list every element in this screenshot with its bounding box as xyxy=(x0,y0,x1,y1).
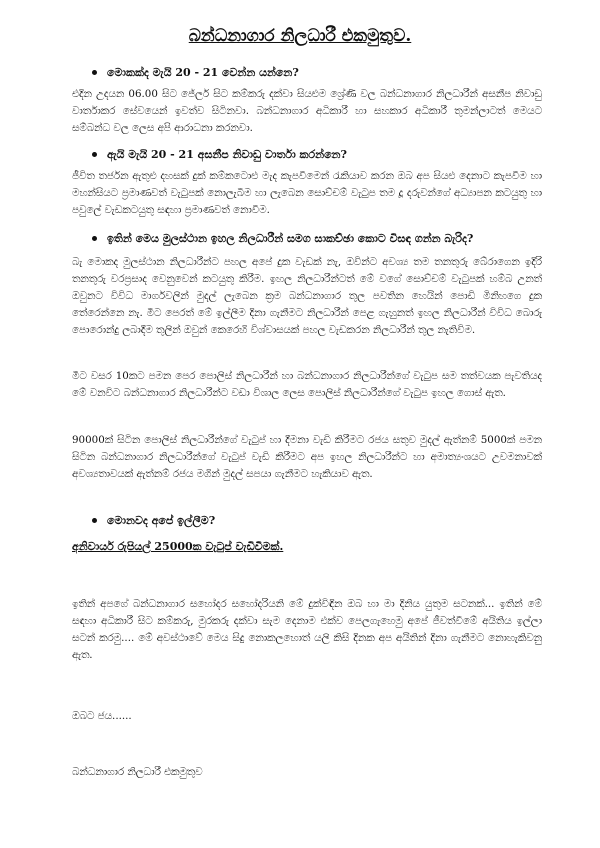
section-heading-3: ඉතින් මෙය මුලස්ථාන ඉහල නිලධාරීන් සමග සාකච්ඡා කොට විසඳ ගන්න බැරිද? xyxy=(92,232,473,246)
section-heading-1: මොකක්ද මැයි 20 - 21 වෙන්න යන්නෙ? xyxy=(92,66,299,80)
paragraph-salary-comparison: මීට වසර 10කට පමන පෙර පොලිස් නිලධාරීන් හා බන්ධනාගාර නිලධාරීන්ගේ වැටුප සම තත්වයක පැවතියද මේ වනවිට බන්ධනාගාර නිලධාරීන්ට වඩා විශාල ලෙස පොලිස් නිලධාරීන්ගේ වැටුප ඉහල ගොස් ඇත. xyxy=(72,370,542,399)
bullet-dot-icon xyxy=(92,518,97,523)
salute-text: ඔබට ජය...... xyxy=(72,710,132,722)
bullet-dot-icon xyxy=(92,236,97,241)
section-body-1: එදින උදයන 06.00 සිට ජේලර් සිට කම්කරු දක්වා සියළුම ශ්‍රේණි වල බන්ධනාගාර නිලධාරීන් අසනීප නිවාඩු වාර්තාකර සේවයෙන් ඉවත්ව සිටිනවා. බන්ධනාගාර අධිකාරී හා සහකාර අධිකාරී තුමන්ලාටත් මෙයට සම්බන්ධ වල ලෙස අපි ආරාධනා කරනවා. xyxy=(72,88,542,134)
section-heading-4: මොනවද අපේ ඉල්ලීම? xyxy=(92,514,215,528)
closing-paragraph: ඉතින් අපගේ බන්ධනාගාර සහෝදර සහෝදරියනි මේ දුක්විඳින ඔබ හා මා දිනිය යුතුම සටනක්... ඉතින් මේ සඳහා අධිකාරී සිට කම්කරු, මුරකරු දක්වා සැම දෙනාම එක්ව පෙලගැහෙමු අපේ ජීවත්වීමේ අයිතිය ඉල්ලා සටන් කරමු.... මේ අවස්ථාවේ මෙය සිදු නොකලහොත් යලි කිසි දිනක අප අයිතින් දිනා ගැනීමට නොහැකිවනු ඇත. xyxy=(72,598,542,661)
paragraph-funding: 90000ක් සිටින පොලිස් නිලධාරීන්ගේ වැටුප් හා දීමනා වැඩි කිරීමට රජය සතුව මුදල් ඇත්නම් 5000ක් පමන සිටින බන්ධනාගාර නිලධාරීන්ගේ වැටුප් වැඩි කිරීමට අප ඉහල නිලධාරීන්ට හා අමාත්‍යංශයට උවමනාවක් අවශ්‍යතාවයක් ඇත්නම් රජය මගින් මුදල් සපයා ගැනීමට හැකියාව ඇත. xyxy=(72,434,542,480)
section-body-2: ජීවිත තර්ජන ඇතුළු දහසක් දුක් කම්කටොළු මැද කැපවීමෙන් රැකියාව කරන ඔබ අප සියළු දෙනාට කැපවීම හා මහන්සියට ප්‍රමාණවත් වැටුපක් නොලැබීම හා ලැබෙන සොච්චම් වැටුප තම දූ දරුවන්ගේ අධ්‍යාපන කටයුතු හා පවුලේ වැඩකටයුතු සඳහා ප්‍රමාණවත් නොවීම. xyxy=(72,170,542,216)
section-body-3: බැ මොකද මුලස්ථාන නිලධාරීන්ට පහල අපේ දුක වැඩක් නැ, ඔවින්ට අවශ්‍ය තම තනතුරු බේරාගෙන ඉදිරි තනතුරු වරප්‍රසාද වෙනුවෙන් කටයුතු කිරීම. ඉහල නිලධාරීන්ටත් මේ වගේ සොච්චම් වැටුපක් හම්බ උනත් ඔවුනට විවිධ මාර්ගවලින් මුදල් ලැබෙන ක්‍රම බන්ධනාගාර තුල පවතින හෙයින් පොඩි මිනිහගෙ දුක තේරෙන්නෙ නැ. මීට පෙරත් මේ ඉල්ලීම දිනා ගැනීමට නිලධාරීන් පෙළ ගැහුනත් ඉහල නිලධාරීන් විවිධ බොරු පොරොන්දු ලබාදීම තුලින් ඔවුන් කෙරෙහි විශ්වාසයක් පහල වැඩකරන නිලධාරීන් තුල නැතිවිම. xyxy=(72,256,542,336)
demand-statement: අනිවාර්ය රුපියල් 25000ක වැටුප් වැඩිවීමක්. xyxy=(72,540,284,553)
section-heading-2: ඇයි මැයි 20 - 21 අසනීප නිවාඩු වාර්තා කරන්නෙ? xyxy=(92,148,347,162)
document-title: බන්ධනාගාර නිලධාරී එකමුතුව. xyxy=(188,26,412,46)
signature-text: බන්ධනාගාර නිලධාරී එකමුතුව xyxy=(72,766,203,778)
bullet-dot-icon xyxy=(92,70,97,75)
bullet-dot-icon xyxy=(92,152,97,157)
